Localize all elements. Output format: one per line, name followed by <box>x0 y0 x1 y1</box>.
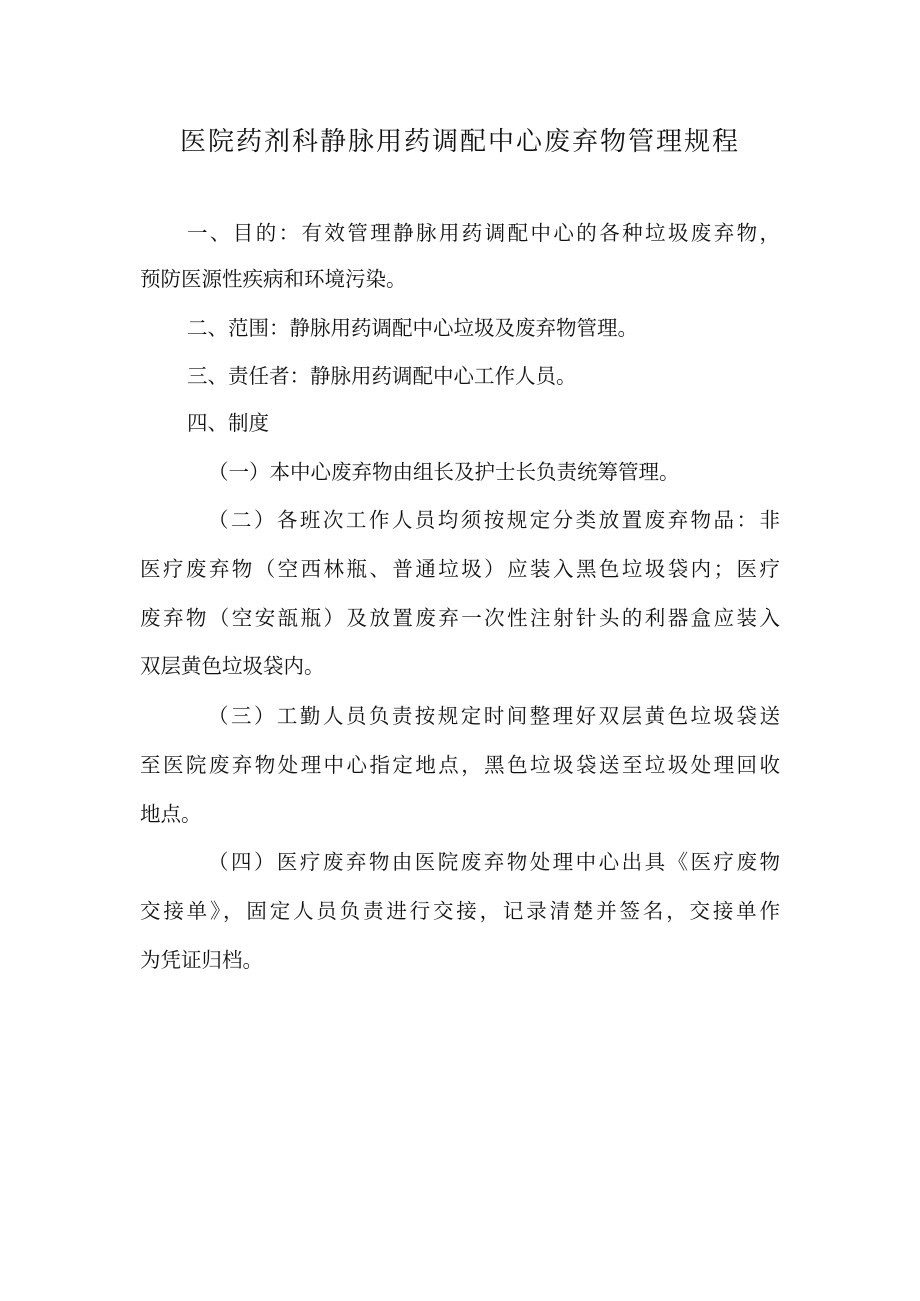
rule-4-line-3: 为凭证归档。 <box>140 948 263 972</box>
rule-2-line-1: （二）各班次工作人员均须按规定分类放置废弃物品：非 <box>208 508 780 532</box>
paragraph-responsible: 三、责任者：静脉用药调配中心工作人员。 <box>187 364 577 388</box>
rule-2-line-4: 双层黄色垃圾袋内。 <box>140 654 325 678</box>
paragraph-purpose-line-1: 一、目的：有效管理静脉用药调配中心的各种垃圾废弃物， <box>187 221 780 245</box>
section-heading-rules: 四、制度 <box>187 411 269 435</box>
document-title: 医院药剂科静脉用药调配中心废弃物管理规程 <box>179 127 740 157</box>
rule-2-line-3: 废弃物（空安瓿瓶）及放置废弃一次性注射针头的利器盒应装入 <box>140 606 780 630</box>
rule-2-line-2: 医疗废弃物（空西林瓶、普通垃圾）应装入黑色垃圾袋内；医疗 <box>140 557 780 581</box>
rule-4-line-2: 交接单》，固定人员负责进行交接，记录清楚并签名，交接单作 <box>140 899 780 923</box>
rule-1: （一）本中心废弃物由组长及护士长负责统筹管理。 <box>208 460 680 484</box>
rule-3-line-3: 地点。 <box>140 802 202 826</box>
paragraph-purpose-line-2: 预防医源性疾病和环境污染。 <box>140 267 407 291</box>
rule-4-line-1: （四）医疗废弃物由医院废弃物处理中心出具《医疗废物 <box>208 850 780 874</box>
rule-3-line-1: （三）工勤人员负责按规定时间整理好双层黄色垃圾袋送 <box>208 704 780 728</box>
paragraph-scope: 二、范围：静脉用药调配中心垃圾及废弃物管理。 <box>187 316 638 340</box>
rule-3-line-2: 至医院废弃物处理中心指定地点，黑色垃圾袋送至垃圾处理回收 <box>140 753 780 777</box>
